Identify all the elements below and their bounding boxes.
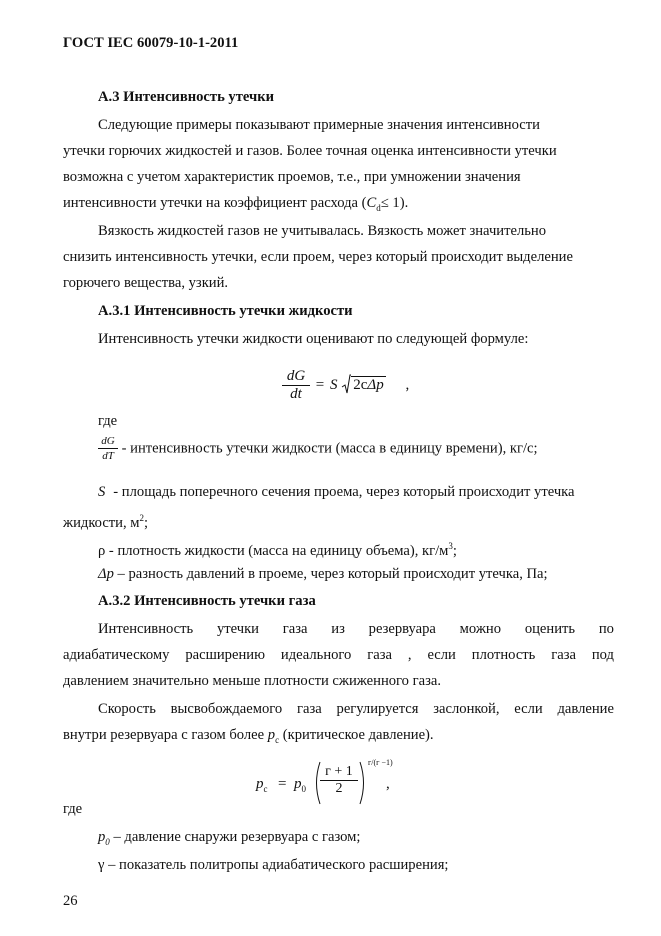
a3-p1-line1: Следующие примеры показывают примерные значения интенсивности [98, 117, 540, 133]
a3-p1-line2: утечки горючих жидкостей и газов. Более точная оценка интенсивности утечки [63, 143, 557, 159]
right-paren-icon [358, 760, 368, 806]
document-header: ГОСТ IEC 60079-10-1-2011 [63, 35, 239, 51]
formula-fraction: $\frac{dG}{dt}$ [282, 368, 310, 403]
a32-p1-line3: давлением значительно меньше плотности сжиженного газа. [63, 673, 441, 689]
a32-p2-line2: внутри резервуара с газом более $p_c$ (критическое давление). [63, 727, 434, 745]
a32-p2-line1: Скорость высвобождаемого газа регулируется заслонкой, если давление [98, 701, 614, 717]
a32-where: где [63, 801, 83, 817]
a31-def2-line2: жидкости, $м^2$; [63, 513, 149, 531]
sqrt-icon [341, 374, 351, 396]
a32-def2: γ – показатель политропы адиабатического расширения; [98, 857, 449, 873]
page-number: 26 [63, 893, 78, 909]
a3-p1-line4: интенсивности утечки на коэффициент расхода $(C_d\le 1)$. [63, 195, 409, 213]
a32-p1-line2: адиабатическому расширению идеального газа , если плотность газа под [63, 647, 614, 663]
a3-p2-line1: Вязкость жидкостей газов не учитывалась. Вязкость может значительно [98, 223, 546, 239]
a3-p2-line2: снизить интенсивность утечки, если проем, через который происходит выделение [63, 249, 573, 265]
section-heading-a3: А.3 Интенсивность утечки [98, 89, 275, 105]
formula-liquid-leak-rate: $\frac{dG}{dt}$ = S 2cΔp , [282, 368, 409, 403]
a31-def2-line1: S - площадь поперечного сечения проема, через который происходит утечка [98, 484, 575, 500]
section-heading-a31: А.3.1 Интенсивность утечки жидкости [98, 303, 353, 319]
sqrt-expression: 2cΔp [341, 377, 385, 394]
section-heading-a32: А.3.2 Интенсивность утечки газа [98, 593, 316, 609]
a3-p2-line3: горючего вещества, узкий. [63, 275, 229, 291]
a31-def4: Δp – разность давлений в проеме, через который происходит утечка, Па; [98, 566, 548, 582]
a31-intro: Интенсивность утечки жидкости оценивают по следующей формуле: [98, 331, 529, 347]
a31-def3: ρ - плотность жидкости (масса на единицу объема), $кг/м^3$; [98, 541, 457, 559]
a31-def1: $\frac{dG}{dT}$ - интенсивность утечки жидкости (масса в единицу времени), кг/с; [98, 434, 538, 463]
a32-p1-line1: Интенсивность утечки газа из резервуара можно оценить по [98, 621, 614, 637]
a31-where: где [98, 413, 118, 429]
a32-def1: $p_0$ – давление снаружи резервуара с газом; [98, 829, 361, 847]
a3-p1-line3: возможна с учетом характеристик проемов, т.е., при умножении значения [63, 169, 521, 185]
